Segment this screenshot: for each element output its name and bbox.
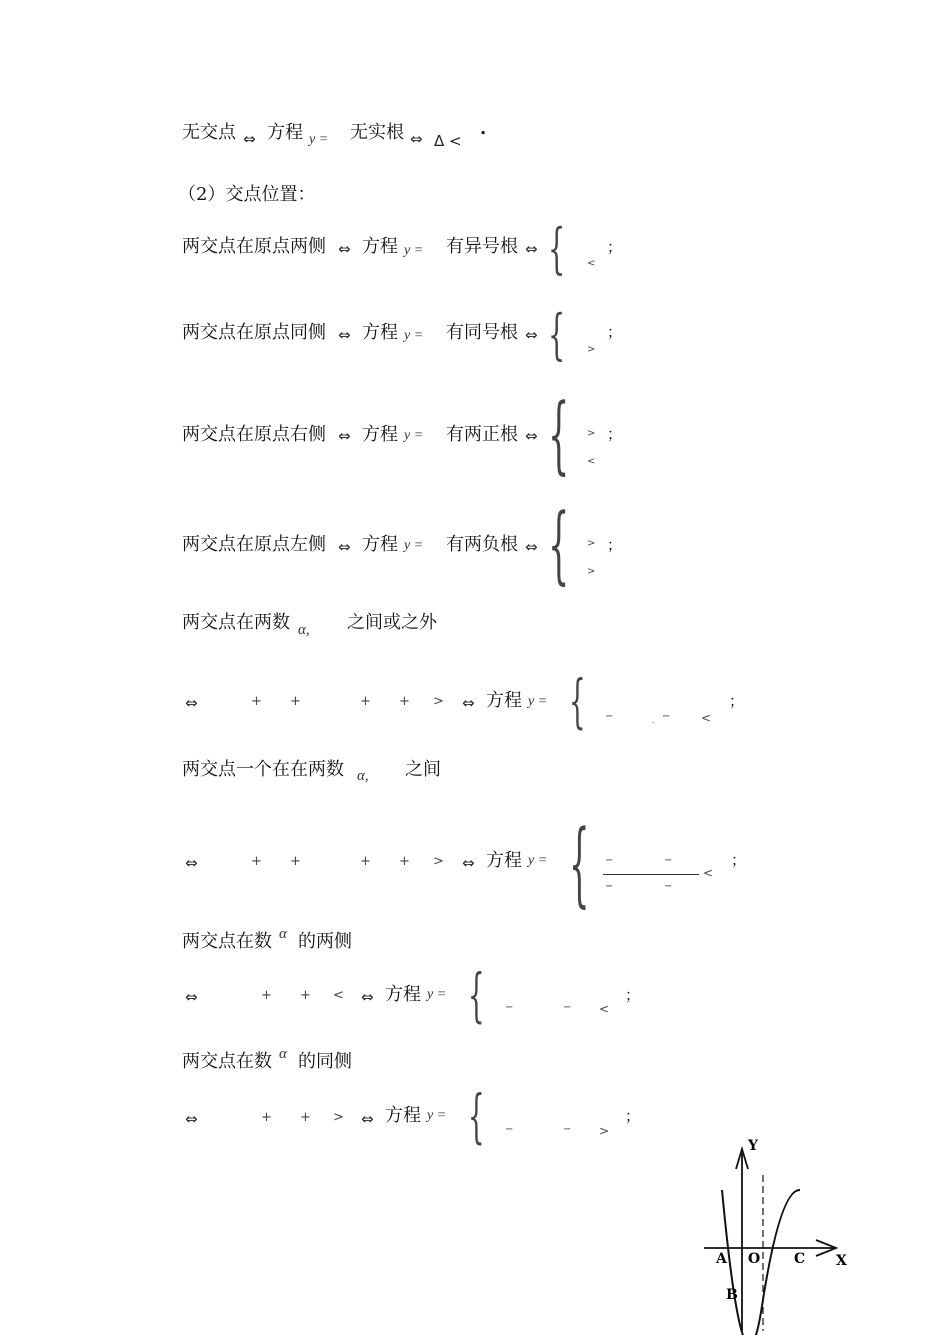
left-brace: {	[548, 217, 566, 280]
minus: −	[605, 711, 614, 722]
left-brace: {	[569, 667, 586, 735]
math-y-equals: y =	[404, 243, 424, 258]
iff-symbol: ⇔	[338, 538, 351, 556]
semicolon: ；	[607, 323, 623, 341]
lt-symbol: <	[703, 866, 714, 880]
x-axis-label: X	[836, 1253, 847, 1269]
y-axis-label: Y	[748, 1138, 758, 1154]
text-both-sides: 的两侧	[298, 931, 352, 952]
text-two-negative-roots: 有两负根	[446, 534, 518, 555]
minus: −	[664, 881, 673, 892]
gt-symbol: >	[433, 854, 444, 869]
gt-symbol: >	[599, 1124, 610, 1138]
plus: +	[261, 1110, 272, 1125]
left-brace: {	[569, 810, 590, 917]
iff-symbol: ⇔	[243, 130, 256, 148]
math-y-equals: y =	[404, 328, 424, 343]
gt-symbol: >	[433, 694, 444, 709]
iff-symbol: ⇔	[462, 694, 475, 712]
text-between-or-outside: 两交点在两数	[182, 612, 290, 633]
math-y-equals: y =	[427, 1108, 447, 1123]
text-two-positive-roots: 有两正根	[446, 424, 518, 445]
cond-symbol-2: <	[587, 456, 596, 467]
semicolon: ；	[607, 536, 623, 554]
math-alpha: α	[279, 926, 287, 942]
math-alpha: α	[279, 1046, 287, 1062]
plus: +	[251, 694, 262, 709]
cond-symbol-1: >	[587, 428, 596, 439]
point-b-label: B	[726, 1287, 738, 1303]
math-alpha: α,	[357, 768, 369, 784]
plus: +	[300, 1110, 311, 1125]
iff-symbol: ⇔	[185, 988, 198, 1006]
semicolon: ；	[731, 851, 747, 869]
text-equation: 方程	[362, 322, 398, 343]
point-c-label: C	[794, 1251, 806, 1267]
cond-symbol: >	[587, 344, 596, 355]
math-alpha: α,	[298, 622, 310, 638]
text-no-real-root: 无实根	[350, 122, 404, 143]
iff-symbol: ⇔	[410, 130, 423, 148]
parabola-figure	[700, 1135, 850, 1335]
text-both-sides-of-alpha: 两交点在数	[182, 931, 272, 952]
semicolon: ；	[607, 425, 623, 443]
text-between-or-outside-2: 之间或之外	[347, 612, 437, 633]
text-same-side-origin: 两交点在原点同侧	[182, 322, 326, 343]
plus: +	[300, 988, 311, 1003]
point-a-label: A	[716, 1251, 727, 1267]
minus: −	[664, 855, 673, 866]
text-same-side-of-alpha: 两交点在数	[182, 1051, 272, 1072]
minus: −	[662, 711, 671, 722]
cond-symbol: <	[587, 258, 596, 269]
math-y-equals: y =	[404, 538, 424, 553]
left-brace: {	[548, 495, 570, 593]
plus: +	[290, 694, 301, 709]
document-page: 无交点 ⇔ 方程 y = 无实根 ⇔ Δ < . （2）交点位置： 两交点在原点两侧 ⇔ 方程 y = 有异号根 ⇔ { < ； 两交点在原点同侧 ⇔ 方程 y = 有同号根 ⇔ { > ； 两交点在原点右侧 ⇔ 方程 y = 有两正根 ⇔ { > < ； 两交点在原点左侧 ⇔ 方程 y = 有两负根 ⇔ { > > ； 两交点在两数 α, 之间或之外 ⇔ + + + + > ⇔ 方程 y = { − − - < ； 两交点一个在在两数 α, 之间 ⇔ + + + + > ⇔ 方程 y = { − − < − − ； 两交点在数 α 的两侧 ⇔ + + < ⇔ 方程 y = { − − < ； 两交点在数 α 的同侧 ⇔ + + > ⇔ 方程 y = { − − > ； Y X O A B C	[0, 0, 950, 1344]
plus: +	[290, 854, 301, 869]
iff-symbol: ⇔	[185, 854, 198, 872]
text-equation: 方程	[486, 850, 522, 871]
plus: +	[261, 988, 272, 1003]
minus: −	[605, 855, 614, 866]
minus: −	[563, 1124, 572, 1135]
math-y-equals: y =	[528, 694, 548, 709]
origin-label: O	[748, 1251, 761, 1267]
iff-symbol: ⇔	[185, 694, 198, 712]
text-opposite-sign-roots: 有异号根	[446, 236, 518, 257]
minus: −	[563, 1002, 572, 1013]
text-both-sides-origin: 两交点在原点两侧	[182, 236, 326, 257]
text-equation: 方程	[385, 984, 421, 1005]
left-brace: {	[468, 1082, 485, 1150]
iff-symbol: ⇔	[338, 326, 351, 344]
lt-symbol: <	[599, 1002, 610, 1016]
iff-symbol: ⇔	[338, 427, 351, 445]
plus: +	[251, 854, 262, 869]
left-brace: {	[468, 961, 485, 1029]
fraction-bar	[603, 874, 699, 875]
text-equation: 方程	[362, 424, 398, 445]
text-same-sign-roots: 有同号根	[446, 322, 518, 343]
minus: −	[505, 1124, 514, 1135]
plus: +	[360, 854, 371, 869]
text-no-intersection: 无交点	[182, 122, 236, 143]
iff-symbol: ⇔	[361, 1110, 374, 1128]
semicolon: ；	[729, 692, 745, 710]
math-delta-lt: Δ <	[434, 132, 462, 150]
lt-symbol: <	[333, 988, 344, 1003]
plus: +	[399, 854, 410, 869]
text-left-of-origin: 两交点在原点左侧	[182, 534, 326, 555]
iff-symbol: ⇔	[525, 240, 538, 258]
lt-symbol: <	[701, 711, 712, 725]
cond-symbol-1: >	[587, 538, 596, 549]
math-y-equals: y =	[528, 853, 548, 868]
semicolon: ；	[607, 238, 623, 256]
iff-symbol: ⇔	[525, 326, 538, 344]
minus: −	[505, 1002, 514, 1013]
semicolon: ；	[625, 1107, 641, 1125]
left-brace: {	[548, 385, 570, 483]
text-equation: 方程	[486, 690, 522, 711]
math-y-equals: y =	[427, 987, 447, 1002]
text-equation: 方程	[362, 534, 398, 555]
text-one-between: 两交点一个在在两数	[182, 759, 344, 780]
math-y-equals: y =	[404, 428, 424, 443]
math-y-equals: y =	[309, 132, 329, 147]
left-brace: {	[548, 303, 566, 366]
gt-symbol: >	[333, 1110, 344, 1125]
plus: +	[399, 694, 410, 709]
text-equation: 方程	[385, 1105, 421, 1126]
minus: −	[605, 881, 614, 892]
text-between: 之间	[405, 759, 441, 780]
iff-symbol: ⇔	[525, 427, 538, 445]
semicolon: ；	[625, 986, 641, 1004]
iff-symbol: ⇔	[525, 538, 538, 556]
period: .	[480, 118, 487, 139]
section-heading: （2）交点位置：	[178, 184, 316, 205]
plus: +	[360, 694, 371, 709]
text-equation: 方程	[362, 236, 398, 257]
iff-symbol: ⇔	[185, 1110, 198, 1128]
iff-symbol: ⇔	[462, 854, 475, 872]
text-right-of-origin: 两交点在原点右侧	[182, 424, 326, 445]
iff-symbol: ⇔	[361, 988, 374, 1006]
iff-symbol: ⇔	[338, 240, 351, 258]
text-same-side: 的同侧	[298, 1051, 352, 1072]
text-equation: 方程	[267, 122, 303, 143]
cond-symbol-2: >	[587, 566, 596, 577]
